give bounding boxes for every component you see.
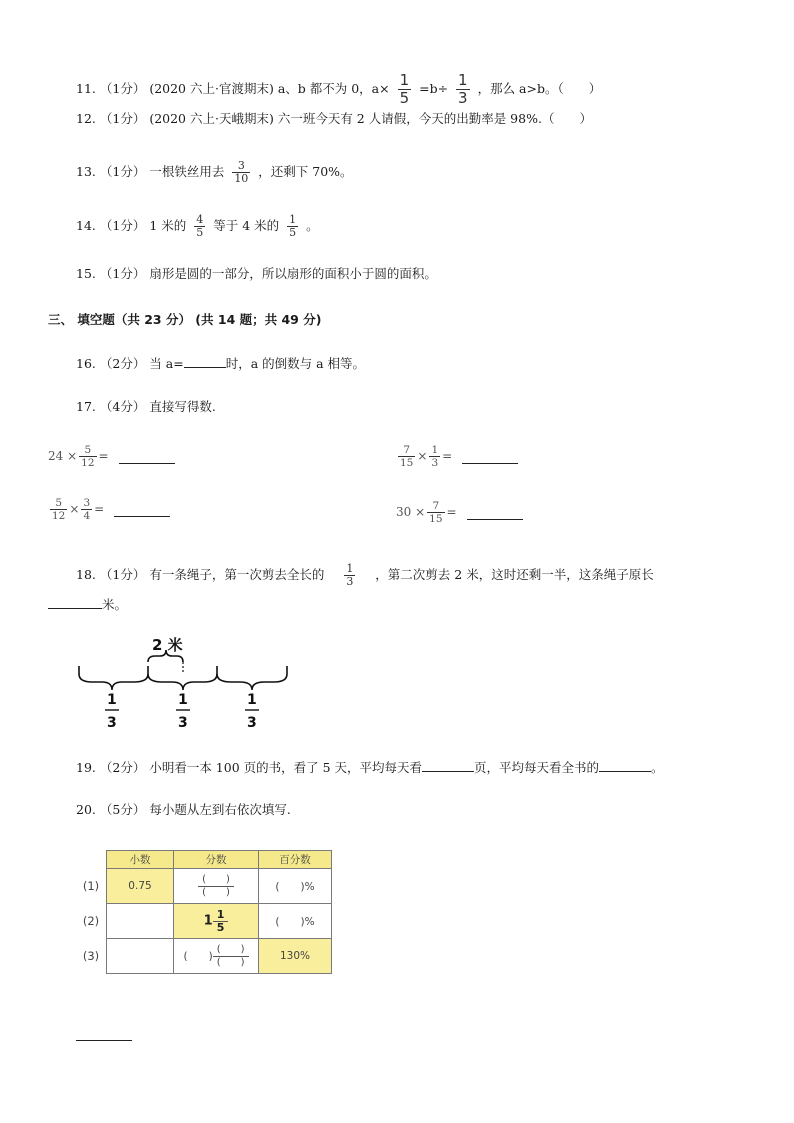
fraction: $\frac{1}{3}$ <box>346 562 354 588</box>
question-15: 15. （1分） 扇形是圆的一部分，所以扇形的面积小于圆的面积。 <box>76 266 437 281</box>
answer-blank[interactable] <box>422 759 474 772</box>
answer-blank[interactable] <box>599 759 651 772</box>
question-16: 16. （2分） 当 a= 时，a 的倒数与 a 相等。 <box>76 356 366 371</box>
question-13: 13. （1分） 一根铁丝用去 $\frac{3}{10}$ ，还剩下 70%。 <box>76 159 353 185</box>
svg-text:3: 3 <box>107 715 117 731</box>
bottom-brace-2 <box>148 666 217 690</box>
calc-2: $\frac{7}{15}$ × $\frac{1}{3}$ = <box>396 444 518 469</box>
fraction: $\frac{1}{5}$ <box>399 71 410 107</box>
question-19: 19. （2分） 小明看一本 100 页的书，看了 5 天，平均每天看 页，平均每天看全书的 。 <box>76 760 664 775</box>
svg-text:1: 1 <box>107 692 117 708</box>
calc-4: 30 × $\frac{7}{15}$ = <box>396 500 523 525</box>
svg-text:1: 1 <box>247 692 257 708</box>
question-12: 12. （1分） (2020 六上·天峨期末) 六一班今天有 2 人请假，今天的出勤率是 98%.（ ） <box>76 111 592 126</box>
answer-blank[interactable] <box>467 505 523 520</box>
svg-text:3: 3 <box>247 715 257 731</box>
bottom-brace-1 <box>79 666 148 690</box>
answer-blank[interactable] <box>462 449 518 464</box>
question-14: 14. （1分） 1 米的 $\frac{4}{5}$ 等于 4 米的 $\frac{1}{5}$ 。 <box>76 213 319 239</box>
calc-1: 24 × $\frac{5}{12}$ = <box>48 444 175 469</box>
answer-blank[interactable] <box>114 502 170 517</box>
question-11: 11. （1分） (2020 六上·官渡期末) a、b 都不为 0，a× $\frac{1}{5}$ =b÷ $\frac{1}{3}$ ，那么 a>b。（ ） <box>76 71 602 107</box>
svg-text:1: 1 <box>178 692 188 708</box>
table-row: (3) ( ) ( ) ( ) 130% <box>76 939 332 974</box>
question-18: 18. （1分） 有一条绳子，第一次剪去全长的 $\frac{1}{3}$ ，第二次剪去 2 米，这时还剩一半，这条绳子原长 <box>76 562 654 588</box>
conversion-table: 小数 分数 百分数 (1) 0.75 ( ) ( ) ( )% (2) 1 $\frac{1}{5}$ ( )% (3) ( ) ( ) ( ) 130% <box>76 850 332 974</box>
question-18-cont: 米。 <box>48 596 127 613</box>
fraction: $\frac{3}{10}$ <box>234 159 249 185</box>
section-title: 三、 填空题（共 23 分） (共 14 题；共 49 分) <box>48 312 322 327</box>
fraction: $\frac{1}{3}$ <box>458 71 468 107</box>
answer-blank[interactable] <box>184 355 226 368</box>
answer-blank[interactable] <box>76 1028 132 1041</box>
calc-3: $\frac{5}{12}$ × $\frac{3}{4}$ = <box>48 497 170 522</box>
question-20: 20. （5分） 每小题从左到右依次填写. <box>76 802 291 817</box>
fraction: $\frac{4}{5}$ <box>196 213 204 239</box>
svg-text:3: 3 <box>178 715 188 731</box>
question-17: 17. （4分） 直接写得数. <box>76 399 216 414</box>
rope-diagram <box>72 628 296 738</box>
fraction: $\frac{1}{5}$ <box>289 213 297 239</box>
answer-blank[interactable] <box>119 449 175 464</box>
table-row: (1) 0.75 ( ) ( ) ( )% <box>76 869 332 904</box>
bottom-brace-3 <box>217 666 287 690</box>
diagram-label: 2 米 <box>152 636 183 654</box>
table-row: (2) 1 $\frac{1}{5}$ ( )% <box>76 904 332 939</box>
answer-blank[interactable] <box>48 596 102 609</box>
